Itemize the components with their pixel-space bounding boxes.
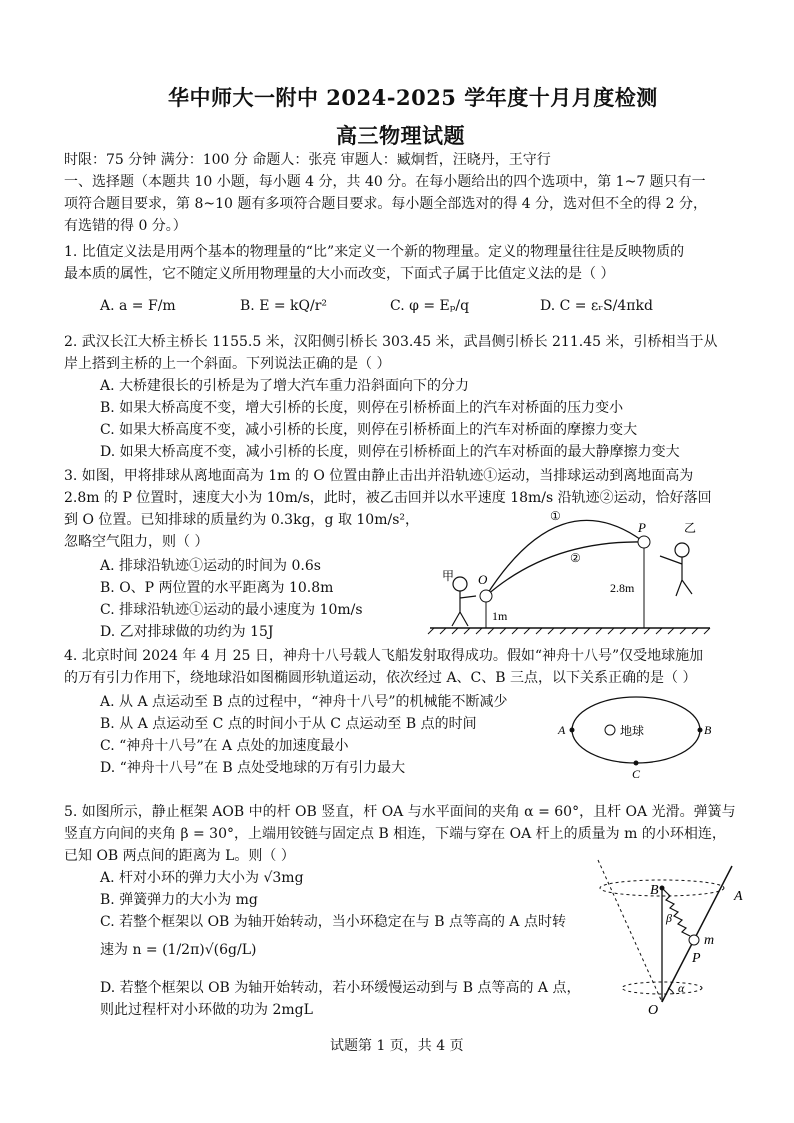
q3-text: 到 O 位置。已知排球的质量约为 0.3kg，g 取 10m/s²， <box>64 512 420 528</box>
q1-option-c: C. φ = Eₚ/q <box>390 298 470 314</box>
q2-option-c: C. 如果大桥高度不变，减小引桥的长度，则停在引桥桥面上的汽车对桥面的摩擦力变大 <box>100 422 638 438</box>
label-A: A <box>734 889 743 904</box>
q3-text: 2.8m 的 P 位置时，速度大小为 10m/s，此时，被乙击回并以水平速度 18m/s 沿轨迹②运动，恰好落回 <box>64 490 712 506</box>
q4-option-b: B. 从 A 点运动至 C 点的时间小于从 C 点运动至 B 点的时间 <box>100 716 477 732</box>
q2-option-d: D. 如果大桥高度不变，减小引桥的长度，则停在引桥桥面上的汽车对桥面的最大静摩擦力变大 <box>100 444 680 460</box>
ring <box>689 935 699 945</box>
q4-text: 4. 北京时间 2024 年 4 月 25 日，神舟十八号载人飞船发射取得成功。假如“神舟十八号”仅受地球施加 <box>64 648 704 664</box>
exam-subtitle: 高三物理试题 <box>336 123 465 148</box>
section-line: 有选错的得 0 分。） <box>64 218 187 234</box>
section-line: 一、选择题（本题共 10 小题，每小题 4 分，共 40 分。在每小题给出的四个选项中，第 1~7 题只有一 <box>64 174 706 190</box>
player-yi-icon <box>660 543 692 596</box>
point-B <box>698 728 703 733</box>
q3-text: 3. 如图，甲将排球从离地面高为 1m 的 O 位置由静止击出并沿轨迹①运动，当排球运动到离地面高为 <box>64 468 694 484</box>
q1-option-a: A. a = F/m <box>100 298 176 314</box>
q1-text: 最本质的属性，它不随定义所用物理量的大小而改变，下面式子属于比值定义法的是（ ） <box>64 266 615 282</box>
q1-option-b: B. E = kQ/r² <box>240 298 328 314</box>
q5-option-c: C. 若整个框架以 OB 为轴开始转动，当小环稳定在与 B 点等高的 A 点时转 <box>100 914 566 930</box>
q5-option-d: D. 若整个框架以 OB 为轴开始转动，若小环缓慢运动到与 B 点等高的 A 点， <box>100 980 581 996</box>
label-1m: 1m <box>492 609 508 623</box>
label-A: A <box>558 723 566 737</box>
label-earth: 地球 <box>620 724 645 738</box>
angle-alpha-arc <box>668 988 674 994</box>
exam-info: 时限：75 分钟 满分：100 分 命题人：张亮 审题人：臧炯哲，汪晓丹，王守行 <box>64 152 551 168</box>
label-O: O <box>648 1003 659 1016</box>
point-B <box>660 886 665 891</box>
q5-option-d-cont: 则此过程杆对小环做的功为 2mgL <box>100 1002 313 1018</box>
earth-icon <box>605 725 615 735</box>
label-trajectory-2: ② <box>570 551 581 565</box>
q4-option-a: A. 从 A 点运动至 B 点的过程中，“神舟十八号”的机械能不断减少 <box>100 694 508 710</box>
label-P: P <box>638 520 646 535</box>
q4-text: 的万有引力作用下，绕地球沿如图椭圆形轨道运动，依次经过 A、C、B 三点，以下关系正确的是（ ） <box>64 670 697 686</box>
q4-option-c: C. “神舟十八号”在 A 点处的加速度最小 <box>100 738 349 754</box>
ball-at-P <box>638 536 650 548</box>
point-A <box>570 728 575 733</box>
label-2.8m: 2.8m <box>610 581 635 595</box>
q1-option-d: D. C = εᵣS/4πkd <box>540 298 653 314</box>
label-beta: β <box>666 911 672 925</box>
label-P: P <box>692 951 701 966</box>
q2-text: 岸上搭到主桥的上一个斜面。下列说法正确的是（ ） <box>64 356 391 372</box>
orbit-figure <box>556 690 716 780</box>
q2-text: 2. 武汉长江大桥主桥长 1155.5 米，汉阳侧引桥长 303.45 米，武昌侧引桥长 211.45 米，引桥相当于从 <box>64 334 718 350</box>
player-jia-icon <box>452 577 476 626</box>
q4-option-d: D. “神舟十八号”在 B 点处受地球的万有引力最大 <box>100 760 406 776</box>
label-B: B <box>650 883 659 898</box>
q5-option-c-cont: 速为 n = (1/2π)√(6g/L) <box>100 942 257 958</box>
rod-OA <box>662 866 732 1002</box>
label-m: m <box>704 933 715 948</box>
rotating-frame-figure <box>590 856 760 1016</box>
label-alpha: α <box>678 981 685 995</box>
label-B: B <box>704 723 712 737</box>
point-C <box>634 761 639 766</box>
label-trajectory-1: ① <box>550 509 561 523</box>
label-O: O <box>478 572 488 587</box>
label-yi: 乙 <box>684 521 697 535</box>
q2-option-a: A. 大桥建很长的引桥是为了增大汽车重力沿斜面向下的分力 <box>100 378 470 394</box>
q3-option-b: B. O、P 两位置的水平距离为 10.8m <box>100 580 334 596</box>
volleyball-figure <box>420 500 720 640</box>
exam-title: 华中师大一附中 2024-2025 学年度十月月度检测 <box>168 85 658 110</box>
q2-option-b: B. 如果大桥高度不变，增大引桥的长度，则停在引桥桥面上的汽车对桥面的压力变小 <box>100 400 624 416</box>
q5-text: 竖直方向间的夹角 β = 30°，上端用铰链与固定点 B 相连，下端与穿在 OA 杆上的质量为 m 的小环相连， <box>64 826 726 842</box>
ball-at-O <box>480 590 492 602</box>
section-line: 项符合题目要求，第 8~10 题有多项符合题目要求。每小题全部选对的得 4 分，选对但不全的得 2 分， <box>64 196 707 212</box>
q1-text: 1. 比值定义法是用两个基本的物理量的“比”来定义一个新的物理量。定义的物理量往往是反映物质的 <box>64 244 685 260</box>
q5-option-b: B. 弹簧弹力的大小为 mg <box>100 892 258 908</box>
label-C: C <box>632 767 641 780</box>
q3-text: 忽略空气阻力，则（ ） <box>64 534 209 550</box>
q3-option-c: C. 排球沿轨迹①运动的最小速度为 10m/s <box>100 602 363 618</box>
q3-option-d: D. 乙对排球做的功约为 15J <box>100 624 274 640</box>
page-footer: 试题第 1 页，共 4 页 <box>330 1038 464 1054</box>
label-jia: 甲 <box>442 569 455 583</box>
q3-option-a: A. 排球沿轨迹①运动的时间为 0.6s <box>100 558 321 574</box>
q5-option-a: A. 杆对小环的弹力大小为 √3mg <box>100 870 304 886</box>
q5-text: 已知 OB 两点间的距离为 L。则（ ） <box>64 848 295 864</box>
q5-text: 5. 如图所示，静止框架 AOB 中的杆 OB 竖直，杆 OA 与水平面间的夹角 α = 60°，且杆 OA 光滑。弹簧与 <box>64 804 736 820</box>
